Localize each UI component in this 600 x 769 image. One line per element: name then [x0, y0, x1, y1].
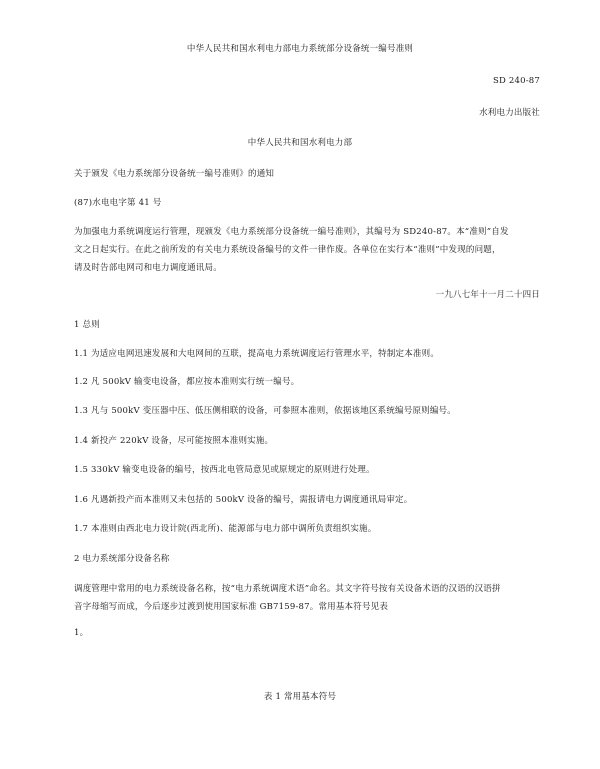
- section-2-body: [74, 580, 542, 616]
- section-2-body-line: 音字母缩写而成，今后逐步过渡到使用国家标准 GB7159-87。常用基本符号见表: [74, 602, 389, 612]
- notice-body-line: 请及时告部电网司和电力调度通讯局。: [74, 263, 222, 273]
- notice-body-line: 文之日起实行。在此之前所发的有关电力系统设备编号的文件一律作废。各单位在实行本“准则”中发现的问题，: [74, 245, 501, 255]
- section-1-item: 1.1 为适应电网迅速发展和大电网间的互联，提高电力系统调度运行管理水平，特制定本准则。: [74, 349, 440, 359]
- section-2-heading: 2 电力系统部分设备名称: [74, 554, 170, 564]
- document-title: 中华人民共和国水利电力部电力系统部分设备统一编号准则: [186, 44, 414, 54]
- section-1-item: 1.3 凡与 500kV 变压器中压、低压侧相联的设备，可参照本准则，依据该地区系统编号原则编号。: [74, 406, 456, 416]
- table-caption: 表 1 常用基本符号: [263, 692, 337, 702]
- section-1-item: 1.5 330kV 输变电设备的编号，按西北电管局意见或原规定的原则进行处理。: [74, 465, 375, 475]
- section-1-item: 1.4 新投产 220kV 设备，尽可能按照本准则实施。: [74, 436, 274, 446]
- section-2-trailing: 1。: [74, 628, 89, 638]
- notice-body-line: 为加强电力系统调度运行管理，现颁发《电力系统部分设备统一编号准则》，其编号为 SD240-87。本“准则”自发: [74, 227, 509, 237]
- issuer: 中华人民共和国水利电力部: [247, 138, 353, 148]
- section-1-heading: 1 总则: [74, 320, 100, 330]
- publisher: 水利电力出版社: [479, 108, 540, 118]
- section-1-item: 1.2 凡 500kV 输变电设备，都应按本准则实行统一编号。: [74, 377, 300, 387]
- section-2-body-line: 调度管理中常用的电力系统设备名称，按“电力系统调度术语”命名。其文字符号按有关设备术语的汉语的汉语拼: [74, 584, 501, 594]
- notice-body: [74, 223, 542, 277]
- notice-date: 一九八七年十一月二十四日: [435, 290, 540, 300]
- section-1-item: 1.7 本准则由西北电力设计院(西北所)、能源部与电力部中调所负责组织实施。: [74, 524, 377, 534]
- document-number: (87)水电电字第 41 号: [74, 198, 162, 208]
- section-1-item: 1.6 凡遇新投产而本准则又未包括的 500kV 设备的编号，需报请电力调度通讯局审定。: [74, 495, 413, 505]
- notice-title: 关于颁发《电力系统部分设备统一编号准则》的通知: [74, 169, 275, 179]
- standard-code: SD 240-87: [492, 76, 540, 86]
